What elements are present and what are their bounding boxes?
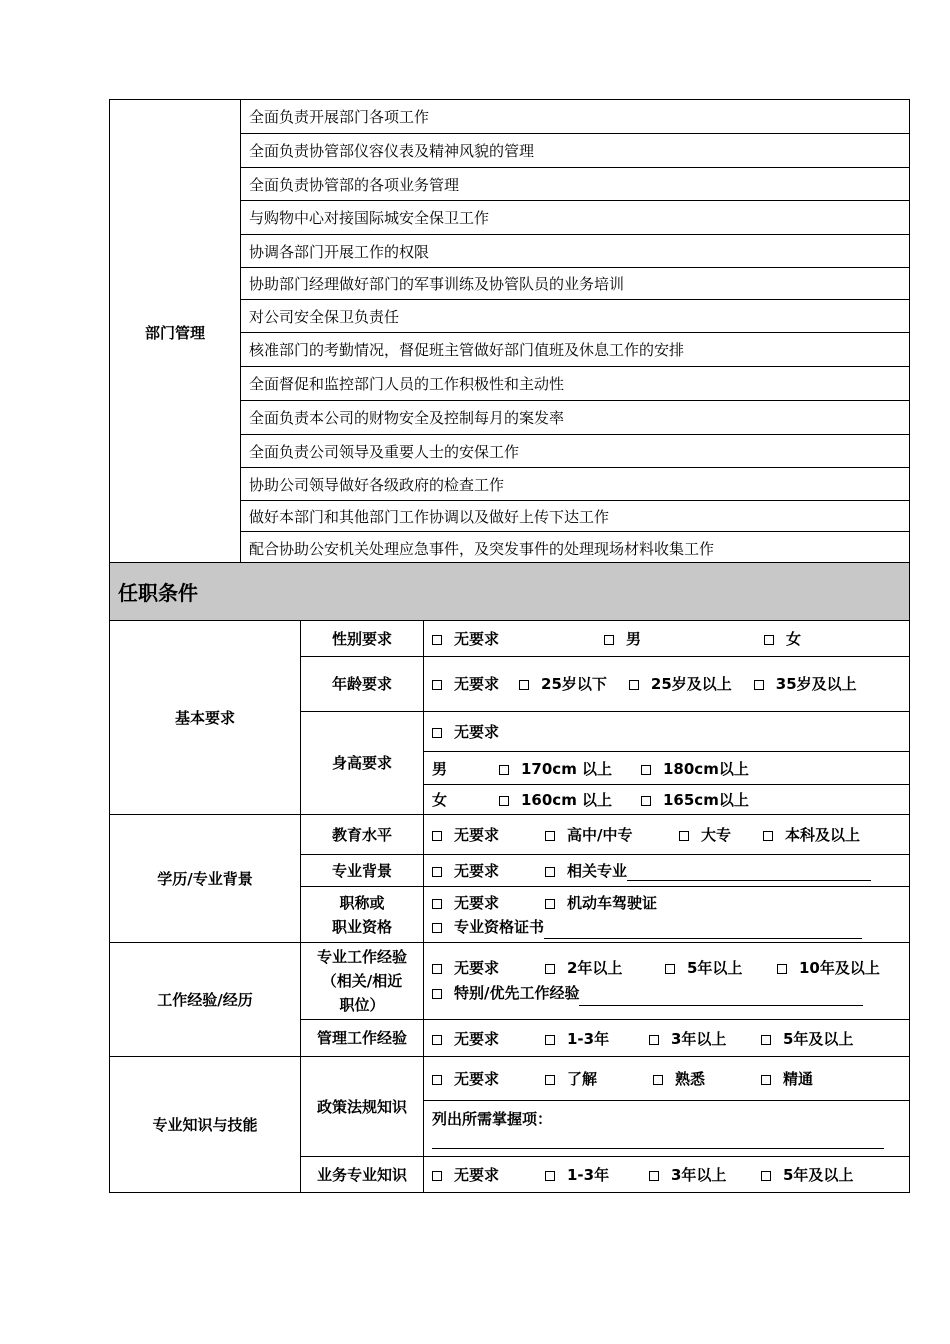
management-experience-label: 管理工作经验 (301, 1020, 424, 1057)
qualifications-table (109, 562, 910, 1193)
checkbox-icon (754, 680, 764, 690)
checkbox-icon (649, 1035, 659, 1045)
female-label: 女 (432, 791, 448, 809)
gender-label: 性别要求 (301, 621, 424, 657)
checkbox-icon (629, 680, 639, 690)
checkbox-icon (432, 964, 442, 974)
title-label: 职称或 职业资格 (301, 887, 424, 943)
section-title: 任职条件 (110, 563, 910, 621)
exp-option-2y[interactable]: 2年以上 (545, 956, 665, 981)
gender-options (424, 621, 910, 657)
duty-item: 协助部门经理做好部门的军事训练及协管队员的业务培训 (241, 268, 910, 300)
checkbox-icon (777, 964, 787, 974)
height-female-160[interactable]: 160cm 以上 (499, 789, 641, 810)
experience-label: 工作经验/经历 (110, 943, 301, 1057)
height-option-none[interactable]: 无要求 (424, 712, 910, 752)
gender-option-female[interactable]: 女 (764, 628, 801, 649)
mgmt-option-1-3y[interactable]: 1-3年 (545, 1028, 649, 1049)
age-option-35-plus[interactable]: 35岁及以上 (754, 675, 857, 693)
exp-option-10y[interactable]: 10年及以上 (777, 959, 880, 977)
duties-table (109, 99, 910, 565)
policy-option-understand[interactable]: 了解 (545, 1068, 653, 1089)
height-male-170[interactable]: 170cm 以上 (499, 758, 641, 779)
checkbox-icon (545, 1075, 555, 1085)
checkbox-icon (432, 680, 442, 690)
checkbox-icon (432, 923, 442, 933)
duty-item: 全面负责开展部门各项工作 (241, 100, 910, 134)
duty-item: 全面负责公司领导及重要人士的安保工作 (241, 435, 910, 468)
duty-category-label: 部门管理 (110, 100, 241, 565)
exp-option-special[interactable]: 特别/优先工作经验 (432, 984, 579, 1002)
checkbox-icon (763, 831, 773, 841)
mgmt-option-5y[interactable]: 5年及以上 (761, 1030, 853, 1048)
education-label: 学历/专业背景 (110, 815, 301, 943)
professional-experience-label: 专业工作经验 （相关/相近 职位） (301, 943, 424, 1020)
gender-option-none[interactable]: 无要求 (432, 628, 604, 649)
major-option-none[interactable]: 无要求 (432, 860, 545, 881)
checkbox-icon (545, 867, 555, 877)
management-experience-options (424, 1020, 910, 1057)
education-level-label: 教育水平 (301, 815, 424, 855)
business-option-none[interactable]: 无要求 (432, 1164, 545, 1185)
policy-option-familiar[interactable]: 熟悉 (653, 1068, 761, 1089)
edu-option-bachelor[interactable]: 本科及以上 (763, 824, 860, 845)
checkbox-icon (641, 796, 651, 806)
age-options (424, 657, 910, 712)
policy-list-label: 列出所需掌握项： (432, 1110, 553, 1128)
duty-item: 协助公司领导做好各级政府的检查工作 (241, 468, 910, 501)
checkbox-icon (649, 1171, 659, 1181)
major-blank[interactable] (627, 866, 871, 881)
checkbox-icon (653, 1075, 663, 1085)
checkbox-icon (545, 1171, 555, 1181)
gender-option-male[interactable]: 男 (604, 628, 764, 649)
checkbox-icon (499, 765, 509, 775)
title-option-driver-license[interactable]: 机动车驾驶证 (545, 894, 657, 912)
duty-item: 协调各部门开展工作的权限 (241, 235, 910, 268)
height-female-options (424, 785, 910, 815)
checkbox-icon (761, 1171, 771, 1181)
title-options (424, 887, 910, 943)
mgmt-option-none[interactable]: 无要求 (432, 1028, 545, 1049)
checkbox-icon (545, 899, 555, 909)
policy-knowledge-options (424, 1057, 910, 1101)
business-option-1-3y[interactable]: 1-3年 (545, 1164, 649, 1185)
business-knowledge-options (424, 1157, 910, 1193)
checkbox-icon (432, 728, 442, 738)
major-option-related[interactable]: 相关专业 (545, 862, 627, 880)
checkbox-icon (432, 867, 442, 877)
checkbox-icon (432, 831, 442, 841)
policy-knowledge-label: 政策法规知识 (301, 1057, 424, 1157)
checkbox-icon (432, 635, 442, 645)
age-option-25-plus[interactable]: 25岁及以上 (629, 675, 732, 693)
male-label: 男 (432, 759, 448, 778)
checkbox-icon (432, 1171, 442, 1181)
checkbox-icon (432, 989, 442, 999)
education-level-options (424, 815, 910, 855)
policy-list-blank[interactable] (432, 1138, 884, 1149)
age-label: 年龄要求 (301, 657, 424, 712)
major-label: 专业背景 (301, 855, 424, 887)
edu-option-college[interactable]: 大专 (679, 824, 763, 845)
edu-option-none[interactable]: 无要求 (432, 824, 545, 845)
checkbox-icon (641, 765, 651, 775)
edu-option-highschool[interactable]: 高中/中专 (545, 824, 679, 845)
business-option-5y[interactable]: 5年及以上 (761, 1166, 853, 1184)
policy-list-cell (424, 1101, 910, 1157)
duty-item: 做好本部门和其他部门工作协调以及做好上传下达工作 (241, 501, 910, 532)
policy-option-none[interactable]: 无要求 (432, 1068, 545, 1089)
checkbox-icon (545, 964, 555, 974)
exp-option-5y[interactable]: 5年以上 (665, 956, 777, 981)
age-option-none[interactable]: 无要求 (432, 675, 499, 693)
special-experience-blank[interactable] (579, 991, 863, 1006)
checkbox-icon (545, 831, 555, 841)
duty-item: 全面负责协管部仪容仪表及精神风貌的管理 (241, 134, 910, 168)
skills-label: 专业知识与技能 (110, 1057, 301, 1193)
checkbox-icon (432, 1075, 442, 1085)
duty-item: 对公司安全保卫负责任 (241, 300, 910, 333)
certificate-blank[interactable] (544, 924, 862, 939)
height-label: 身高要求 (301, 712, 424, 815)
mgmt-option-3y[interactable]: 3年以上 (649, 1028, 761, 1049)
duty-item: 配合协助公安机关处理应急事件，及突发事件的处理现场材料收集工作 (241, 532, 910, 565)
duty-item: 全面督促和监控部门人员的工作积极性和主动性 (241, 367, 910, 401)
checkbox-icon (519, 680, 529, 690)
checkbox-icon (764, 635, 774, 645)
duty-item: 全面负责本公司的财物安全及控制每月的案发率 (241, 401, 910, 435)
checkbox-icon (432, 1035, 442, 1045)
duty-item: 与购物中心对接国际城安全保卫工作 (241, 201, 910, 235)
title-option-none[interactable]: 无要求 (432, 891, 545, 915)
checkbox-icon (545, 1035, 555, 1045)
professional-experience-options (424, 943, 910, 1020)
checkbox-icon (432, 899, 442, 909)
checkbox-icon (761, 1075, 771, 1085)
title-option-certificate[interactable]: 专业资格证书 (432, 918, 544, 936)
checkbox-icon (604, 635, 614, 645)
exp-option-none[interactable]: 无要求 (432, 956, 545, 981)
checkbox-icon (679, 831, 689, 841)
business-option-3y[interactable]: 3年以上 (649, 1164, 761, 1185)
checkbox-icon (499, 796, 509, 806)
age-option-under-25[interactable]: 25岁以下 (519, 675, 607, 693)
duty-item: 核准部门的考勤情况，督促班主管做好部门值班及休息工作的安排 (241, 333, 910, 367)
policy-option-proficient[interactable]: 精通 (761, 1070, 813, 1088)
height-female-165[interactable]: 165cm以上 (641, 789, 749, 810)
checkbox-icon (665, 964, 675, 974)
basic-requirements-label: 基本要求 (110, 621, 301, 815)
duty-item: 全面负责协管部的各项业务管理 (241, 168, 910, 201)
height-male-options (424, 752, 910, 785)
major-options (424, 855, 910, 887)
checkbox-icon (761, 1035, 771, 1045)
business-knowledge-label: 业务专业知识 (301, 1157, 424, 1193)
height-male-180[interactable]: 180cm以上 (641, 758, 749, 779)
